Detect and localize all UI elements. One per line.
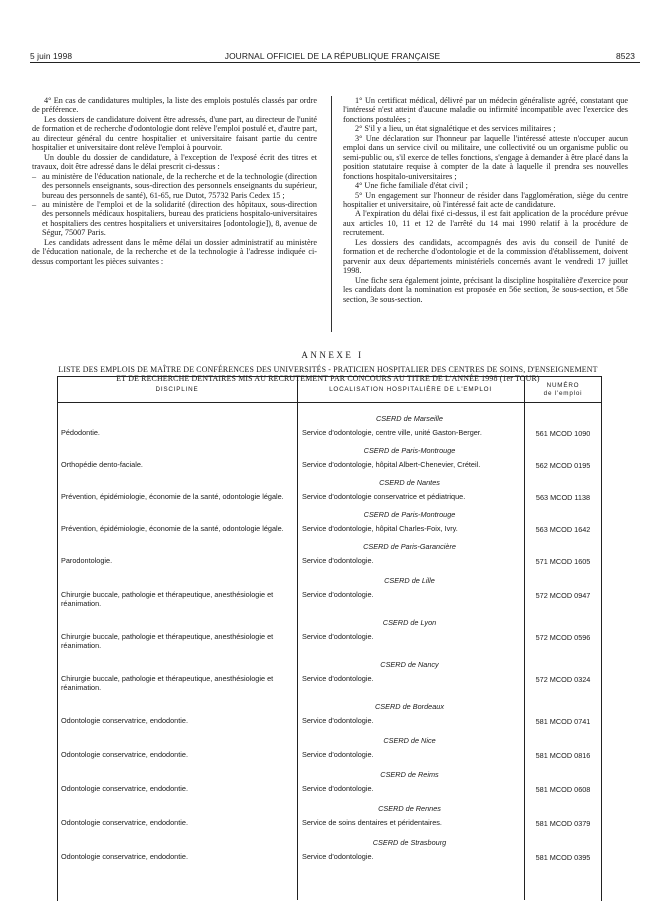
header-numero (524, 382, 602, 397)
header-rule (30, 62, 640, 63)
cserd-label: CSERD de Strasbourg (372, 838, 447, 847)
discipline-cell: Parodontologie. (61, 556, 113, 565)
localisation-cell: Service d'odontologie. (302, 852, 374, 861)
header-page-number: 8523 (615, 51, 635, 61)
localisation-cell: Service d'odontologie. (302, 784, 374, 793)
discipline-cell: Orthopédie dento-faciale. (61, 460, 143, 469)
paragraph: 2° S'il y a lieu, un état signalétique et des services militaires ; (355, 124, 556, 134)
table-column-divider (524, 376, 525, 900)
paragraph: Les dossiers des candidats, accompagnés des avis du conseil de l'unité de formation et de recherche d'odontologie et de la commission d'établissement, doivent parvenir aux deux départements ministériels concernés avant le vendredi 17 juillet 1998. (343, 237, 628, 276)
cserd-label: CSERD de Marseille (376, 414, 443, 423)
paragraph: Un double du dossier de candidature, à l'exception de l'exposé écrit des titres et travaux, doit être adressé dans le délai prescrit ci-dessus : (32, 152, 317, 172)
numero-cell: 562 MCOD 0195 (535, 461, 591, 470)
cserd-label: CSERD de Lille (384, 576, 435, 585)
numero-cell: 572 MCOD 0947 (535, 591, 591, 600)
paragraph: 4° En cas de candidatures multiples, la liste des emplois postulés classés par ordre de préférence. (32, 96, 317, 115)
numero-cell: 572 MCOD 0596 (535, 633, 591, 642)
cserd-label: CSERD de Paris-Montrouge (363, 510, 456, 519)
localisation-cell: Service d'odontologie. (302, 590, 374, 599)
localisation-cell: Service de soins dentaires et péridentaires. (302, 818, 442, 827)
header-journal-title: JOURNAL OFFICIEL DE LA RÉPUBLIQUE FRANÇAISE (224, 51, 441, 61)
annexe-heading: ANNEXE I (301, 350, 364, 360)
paragraph: 5° Un engagement sur l'honneur de résider dans l'agglomération, siège du centre hospitalier et universitaire, où l'intéressé fait acte de candidature. (343, 190, 628, 209)
paragraph: Les candidats adressent dans le même délai un dossier administratif au ministère de l'éducation nationale, de la recherche et de la technologie à l'adresse indiquée ci-dessus comportant les pièces suivantes : (32, 237, 317, 266)
numero-cell: 581 MCOD 0741 (535, 717, 591, 726)
cserd-label: CSERD de Nantes (379, 478, 440, 487)
discipline-cell: Chirurgie buccale, pathologie et thérapeutique, anesthésiologie et réanimation. (61, 632, 274, 650)
localisation-cell: Service d'odontologie, hôpital Charles-Foix, Ivry. (302, 524, 458, 533)
paragraph: 4° Une fiche familiale d'état civil ; (355, 181, 468, 191)
right-text-column (343, 96, 628, 304)
localisation-cell: Service d'odontologie. (302, 716, 374, 725)
paragraph: Une fiche sera également jointe, précisant la discipline hospitalière d'exercice pour les candidats dont la nomination est proposée en 56e section, 3e sous-section, et 58e section, 3e sous-section. (343, 275, 628, 304)
discipline-cell: Odontologie conservatrice, endodontie. (61, 716, 188, 725)
localisation-cell: Service d'odontologie conservatrice et pédiatrique. (302, 492, 466, 501)
annexe-list-title: LISTE DES EMPLOIS DE MAÎTRE DE CONFÉRENCES DES UNIVERSITÉS - PRATICIEN HOSPITALIER DES CENTRES DE SOINS, D'ENSEIGNEMENT ET DE RECHERCHE DENTAIRES MIS AU RECRUTEMENT PAR CONCOURS AU TITRE DE L'ANNÉE 1998 (1er TOUR) (58, 365, 598, 383)
left-text-column (32, 96, 317, 266)
localisation-cell: Service d'odontologie. (302, 674, 374, 683)
discipline-cell: Odontologie conservatrice, endodontie. (61, 852, 188, 861)
discipline-cell: Pédodontie. (61, 428, 100, 437)
table-header-rule (57, 402, 602, 403)
numero-cell: 581 MCOD 0816 (535, 751, 591, 760)
localisation-cell: Service d'odontologie. (302, 750, 374, 759)
numero-cell: 563 MCOD 1642 (535, 525, 591, 534)
discipline-cell: Chirurgie buccale, pathologie et thérapeutique, anesthésiologie et réanimation. (61, 590, 274, 608)
numero-cell: 572 MCOD 0324 (535, 675, 591, 684)
numero-cell: 571 MCOD 1605 (535, 557, 591, 566)
discipline-cell: Prévention, épidémiologie, économie de la santé, odontologie légale. (61, 524, 284, 533)
cserd-label: CSERD de Reims (380, 770, 439, 779)
paragraph: 3° Une déclaration sur l'honneur par laquelle l'intéressé atteste n'occuper aucun emploi dans un service civil ou militaire, une collectivité ou un organisme public ou semi-public ou, s'il exerce de telles fonctions, s'engage à demander à être placé dans la position statutaire requise à compter de la date à laquelle il prendra ses nouvelles fonctions hospitalo-universitaires ; (343, 133, 628, 181)
numero-cell: 581 MCOD 0608 (535, 785, 591, 794)
discipline-cell: Odontologie conservatrice, endodontie. (61, 750, 188, 759)
list-paragraph: – au ministère de l'emploi et de la solidarité (direction des hôpitaux, sous-direction des personnels médicaux hospitaliers, bureau des praticiens hospitalo-universitaires et hospitaliers des centres hospitaliers et universitaires [odontologie]), 8, avenue de Ségur, 75007 Paris. (32, 200, 317, 238)
positions-table (57, 376, 602, 900)
localisation-cell: Service d'odontologie. (302, 632, 374, 641)
numero-cell: 561 MCOD 1090 (535, 429, 591, 438)
numero-cell: 581 MCOD 0379 (535, 819, 591, 828)
discipline-cell: Prévention, épidémiologie, économie de la santé, odontologie légale. (61, 492, 284, 501)
localisation-cell: Service d'odontologie, centre ville, unité Gaston-Berger. (302, 428, 482, 437)
localisation-cell: Service d'odontologie, hôpital Albert-Chenevier, Créteil. (302, 460, 481, 469)
cserd-label: CSERD de Lyon (382, 618, 437, 627)
paragraph: A l'expiration du délai fixé ci-dessus, il est fait application de la procédure prévue aux articles 10, 11 et 12 de l'arrêté du 14 mai 1990 relatif à la procédure de recrutement. (343, 209, 628, 238)
discipline-cell: Odontologie conservatrice, endodontie. (61, 818, 188, 827)
header-discipline: DISCIPLINE (155, 386, 199, 393)
header-numero-line1: NUMÉRO (546, 382, 580, 389)
cserd-label: CSERD de Rennes (378, 804, 441, 813)
cserd-label: CSERD de Bordeaux (375, 702, 444, 711)
cserd-label: CSERD de Nancy (380, 660, 439, 669)
discipline-cell: Chirurgie buccale, pathologie et thérapeutique, anesthésiologie et réanimation. (61, 674, 274, 692)
header-numero-line2: de l'emploi (543, 389, 583, 397)
cserd-label: CSERD de Nice (383, 736, 436, 745)
discipline-cell: Odontologie conservatrice, endodontie. (61, 784, 188, 793)
cserd-label: CSERD de Paris-Garancière (363, 542, 456, 551)
numero-cell: 581 MCOD 0395 (535, 853, 591, 862)
header-date: 5 juin 1998 (30, 51, 73, 61)
cserd-label: CSERD de Paris-Montrouge (363, 446, 456, 455)
column-separator (331, 96, 332, 332)
header-localisation: LOCALISATION HOSPITALIÈRE DE L'EMPLOI (329, 386, 492, 393)
list-paragraph: – au ministère de l'éducation nationale, de la recherche et de la technologie (direction des personnels enseignants, sous-direction des personnels enseignants du supérieur, bureau des personnels de santé), 61-65, rue Dutot, 75732 Paris Cedex 15 ; (32, 172, 317, 200)
localisation-cell: Service d'odontologie. (302, 556, 374, 565)
paragraph: 1° Un certificat médical, délivré par un médecin généraliste agréé, constatant que l'intéressé n'est atteint d'aucune maladie ou infirmité incompatible avec l'exercice des fonctions postulées ; (343, 96, 628, 124)
paragraph: Les dossiers de candidature doivent être adressés, d'une part, au directeur de l'unité de formation et de recherche d'odontologie dont relève l'emploi postulé et, d'autre part, au directeur général du centre hospitalier et universitaire faisant partie du centre hospitalier et universitaire dont relève l'emploi à pourvoir. (32, 114, 317, 153)
numero-cell: 563 MCOD 1138 (535, 493, 591, 502)
